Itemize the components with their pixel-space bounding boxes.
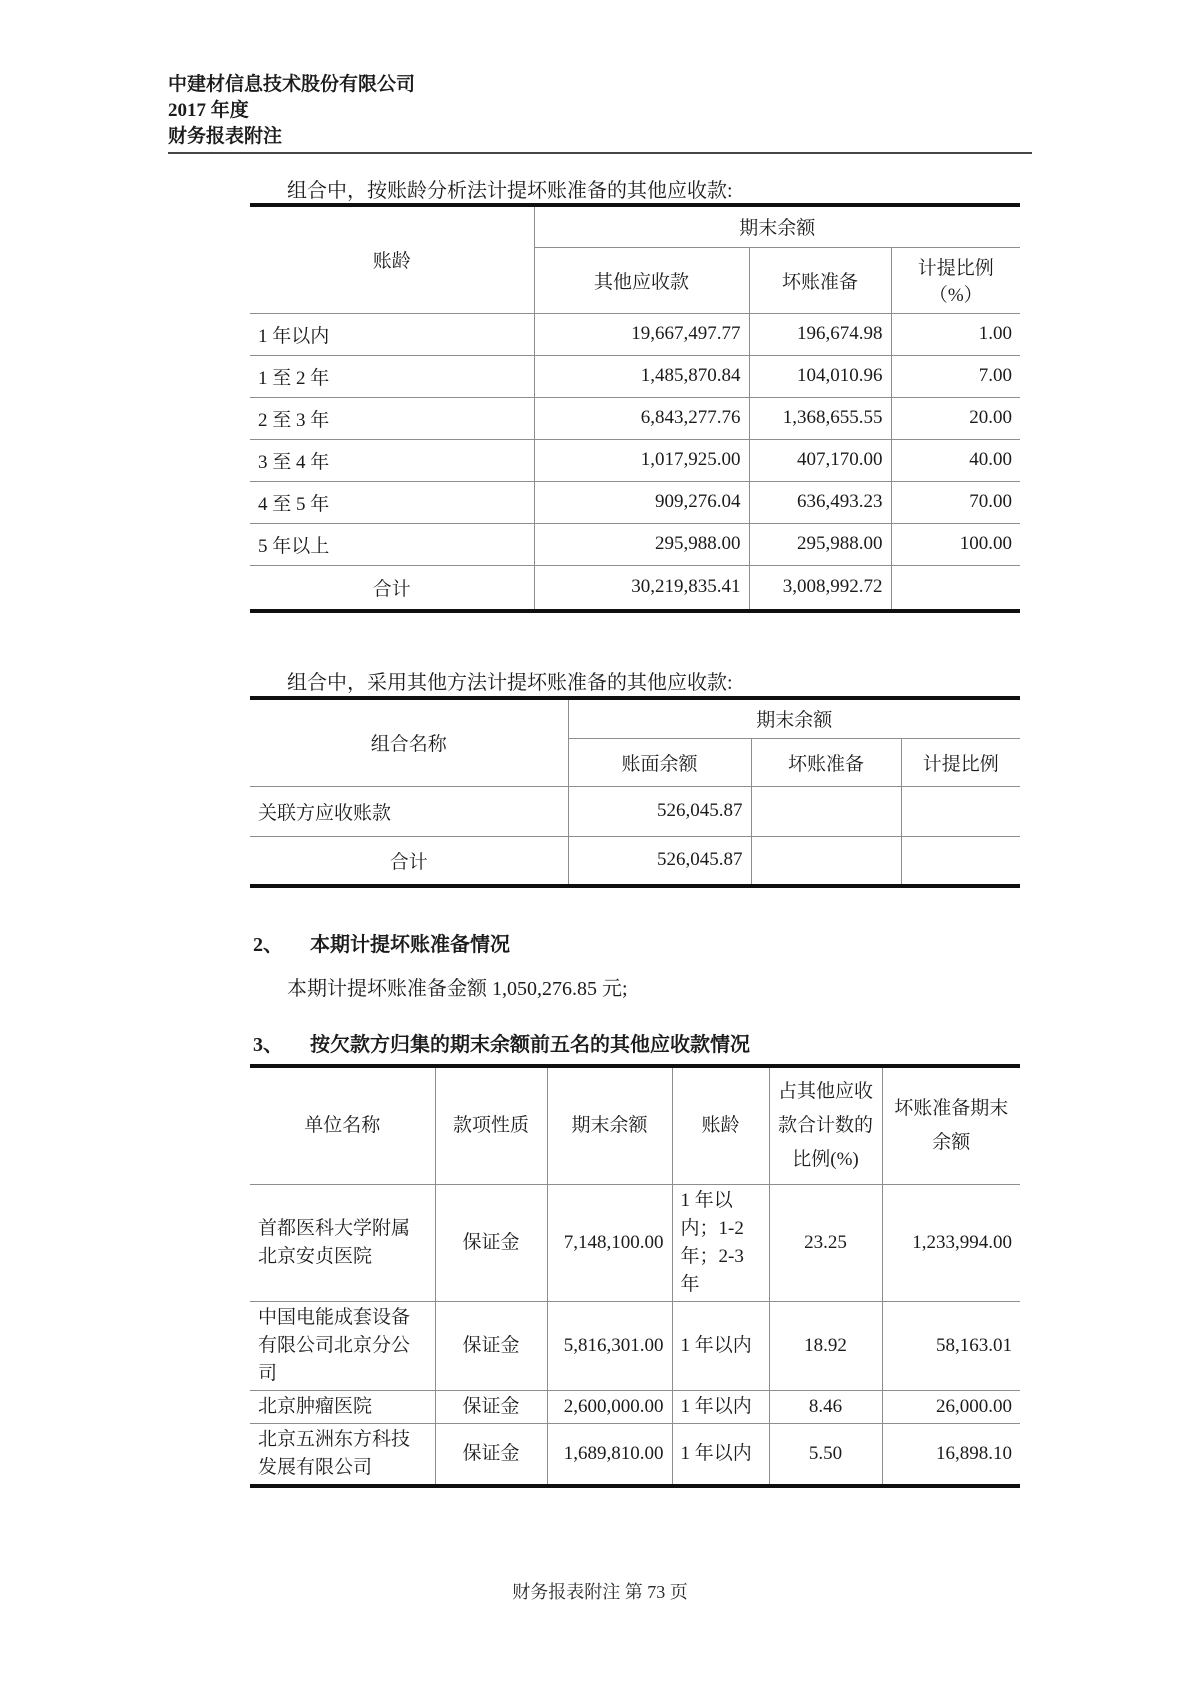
header-rule <box>168 152 1032 154</box>
cell-ratio: 20.00 <box>891 397 1020 439</box>
col-header-period-end: 期末余额 <box>568 698 1020 738</box>
section3-title: 按欠款方归集的期末余额前五名的其他应收款情况 <box>310 1034 750 1056</box>
table-row <box>250 523 1020 565</box>
table-row <box>250 481 1020 523</box>
cell-book-balance: 526,045.87 <box>568 786 751 836</box>
col-header-provision-ratio: 计提比例 <box>901 738 1020 786</box>
cell-age: 3 至 4 年 <box>250 439 534 481</box>
cell-other-receivables: 909,276.04 <box>534 481 749 523</box>
cell-balance: 5,816,301.00 <box>547 1301 672 1390</box>
total-bad-debt-empty <box>751 836 901 886</box>
table-row <box>250 1184 1020 1301</box>
cell-ratio: 7.00 <box>891 355 1020 397</box>
cell-balance: 7,148,100.00 <box>547 1184 672 1301</box>
fiscal-year: 2017 年度 <box>168 100 249 121</box>
cell-ratio: 70.00 <box>891 481 1020 523</box>
cell-age: 2 至 3 年 <box>250 397 534 439</box>
section2-body: 本期计提坏账准备金额 1,050,276.85 元; <box>287 978 628 1000</box>
table-row <box>250 698 1020 738</box>
cell-ratio: 18.92 <box>769 1301 882 1390</box>
cell-nature: 保证金 <box>435 1184 547 1301</box>
cell-ratio: 5.50 <box>769 1423 882 1486</box>
cell-balance: 1,689,810.00 <box>547 1423 672 1486</box>
col-header-bad-debt: 坏账准备 <box>751 738 901 786</box>
col-header-book-balance: 账面余额 <box>568 738 751 786</box>
col-header-bad-debt-balance: 坏账准备期末余额 <box>882 1066 1020 1184</box>
cell-bad-debt: 407,170.00 <box>749 439 891 481</box>
table-row <box>250 1390 1020 1423</box>
col-header-age: 账龄 <box>372 251 411 273</box>
other-method-table <box>250 696 1020 888</box>
cell-bad-debt: 295,988.00 <box>749 523 891 565</box>
cell-age: 1 年以内 <box>250 313 534 355</box>
cell-age: 4 至 5 年 <box>250 481 534 523</box>
top5-table <box>250 1064 1020 1488</box>
col-header-period-end: 期末余额 <box>534 205 1020 247</box>
table-row <box>250 439 1020 481</box>
cell-bad-debt: 636,493.23 <box>749 481 891 523</box>
section2-title: 本期计提坏账准备情况 <box>310 934 510 956</box>
cell-other-receivables: 1,485,870.84 <box>534 355 749 397</box>
top5-table-wrap <box>250 1064 1020 1488</box>
cell-age: 1 至 2 年 <box>250 355 534 397</box>
table-row <box>250 397 1020 439</box>
section3-number: 3、 <box>253 1034 283 1056</box>
total-label: 合计 <box>250 836 568 886</box>
total-bad-debt: 3,008,992.72 <box>749 565 891 611</box>
aging-table <box>250 203 1020 613</box>
col-header-balance: 期末余额 <box>547 1066 672 1184</box>
cell-bad-debt-balance: 1,233,994.00 <box>882 1184 1020 1301</box>
cell-entity-name: 首都医科大学附属北京安贞医院 <box>250 1184 435 1301</box>
section3-heading <box>253 1028 750 1057</box>
cell-bad-debt-balance: 16,898.10 <box>882 1423 1020 1486</box>
table-row <box>250 205 1020 247</box>
cell-bad-debt-balance: 58,163.01 <box>882 1301 1020 1390</box>
col-header-nature: 款项性质 <box>435 1066 547 1184</box>
col-header-provision-ratio <box>891 247 1020 313</box>
col-header-entity-name: 单位名称 <box>304 1114 381 1136</box>
provision-ratio-label: 计提比例 <box>917 258 994 279</box>
table-row <box>250 786 1020 836</box>
cell-bad-debt: 196,674.98 <box>749 313 891 355</box>
col-header-group-name: 组合名称 <box>370 734 447 756</box>
cell-ratio-empty <box>901 786 1020 836</box>
cell-aging: 1 年以内 <box>672 1390 769 1423</box>
cell-age: 5 年以上 <box>250 523 534 565</box>
document-title: 财务报表附注 <box>168 126 283 147</box>
aging-table-title: 组合中，按账龄分析法计提坏账准备的其他应收款: <box>287 180 733 202</box>
total-row <box>250 836 1020 886</box>
cell-ratio: 100.00 <box>891 523 1020 565</box>
table-row <box>250 355 1020 397</box>
other-method-table-wrap <box>250 696 1020 888</box>
cell-other-receivables: 19,667,497.77 <box>534 313 749 355</box>
page-footer: 财务报表附注 第 73 页 <box>512 1582 688 1602</box>
company-name: 中建材信息技术股份有限公司 <box>168 74 416 95</box>
provision-ratio-unit: （%） <box>928 285 983 306</box>
cell-entity-name: 中国电能成套设备有限公司北京分公司 <box>250 1301 435 1390</box>
table-row <box>250 1423 1020 1486</box>
cell-ratio: 8.46 <box>769 1390 882 1423</box>
section2-number: 2、 <box>253 934 283 956</box>
cell-other-receivables: 295,988.00 <box>534 523 749 565</box>
total-label: 合计 <box>250 565 534 611</box>
cell-aging: 1 年以内 <box>672 1423 769 1486</box>
cell-bad-debt: 104,010.96 <box>749 355 891 397</box>
table-row <box>250 313 1020 355</box>
aging-table-wrap <box>250 203 1020 613</box>
cell-bad-debt: 1,368,655.55 <box>749 397 891 439</box>
total-book-balance: 526,045.87 <box>568 836 751 886</box>
section2-heading <box>253 928 510 957</box>
cell-ratio: 23.25 <box>769 1184 882 1301</box>
cell-nature: 保证金 <box>435 1301 547 1390</box>
cell-entity-name: 北京五洲东方科技发展有限公司 <box>250 1423 435 1486</box>
col-header-aging: 账龄 <box>672 1066 769 1184</box>
col-header-ratio: 占其他应收款合计数的比例(%) <box>769 1066 882 1184</box>
cell-nature: 保证金 <box>435 1423 547 1486</box>
cell-other-receivables: 6,843,277.76 <box>534 397 749 439</box>
cell-other-receivables: 1,017,925.00 <box>534 439 749 481</box>
cell-bad-debt-balance: 26,000.00 <box>882 1390 1020 1423</box>
col-header-other-receivables: 其他应收款 <box>534 247 749 313</box>
table-row <box>250 1301 1020 1390</box>
table-row <box>250 1066 1020 1184</box>
cell-entity-name: 北京肿瘤医院 <box>250 1390 435 1423</box>
cell-ratio: 1.00 <box>891 313 1020 355</box>
col-header-bad-debt: 坏账准备 <box>749 247 891 313</box>
cell-aging: 1 年以内；1-2 年；2-3 年 <box>672 1184 769 1301</box>
other-method-table-title: 组合中，采用其他方法计提坏账准备的其他应收款: <box>287 672 733 694</box>
total-row <box>250 565 1020 611</box>
total-ratio-empty <box>901 836 1020 886</box>
cell-bad-debt-empty <box>751 786 901 836</box>
cell-nature: 保证金 <box>435 1390 547 1423</box>
total-ratio-empty <box>891 565 1020 611</box>
total-other-receivables: 30,219,835.41 <box>534 565 749 611</box>
cell-aging: 1 年以内 <box>672 1301 769 1390</box>
cell-group-name: 关联方应收账款 <box>250 786 568 836</box>
cell-balance: 2,600,000.00 <box>547 1390 672 1423</box>
cell-ratio: 40.00 <box>891 439 1020 481</box>
page-header <box>168 72 415 150</box>
